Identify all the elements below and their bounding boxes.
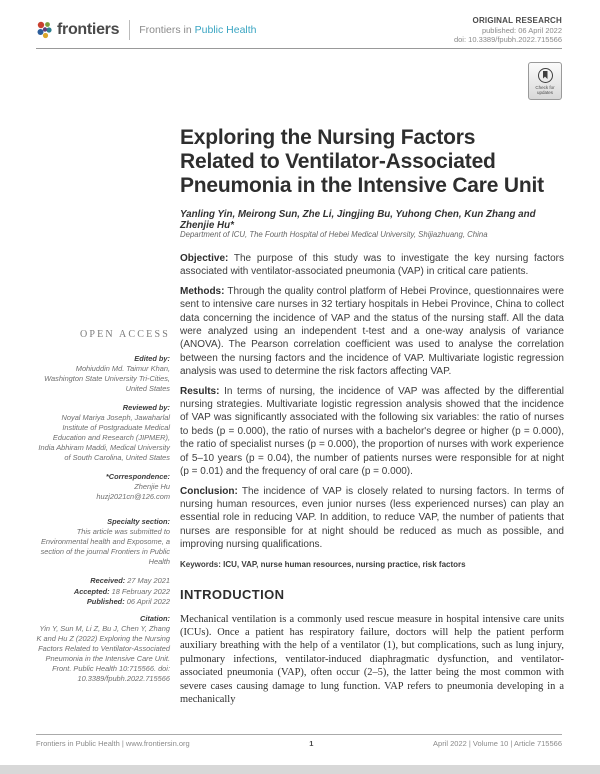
affiliation: Department of ICU, The Fourth Hospital of Hebei Medical University, Shijiazhuang, China — [180, 230, 488, 239]
edited-by-block — [36, 354, 170, 394]
published-date-side: 06 April 2022 — [124, 597, 170, 606]
edited-by-label: Edited by: — [134, 354, 170, 363]
abstract-objective — [180, 252, 564, 279]
published-label: Published: — [86, 597, 125, 606]
received-line — [36, 576, 170, 587]
main-column — [180, 252, 564, 706]
journal-prefix: Frontiers in — [139, 24, 195, 36]
footer-divider — [36, 734, 562, 735]
header-divider — [36, 48, 562, 49]
journal-title[interactable] — [139, 24, 256, 36]
title-line-2: Related to Ventilator-Associated — [180, 150, 496, 173]
accepted-date: 18 February 2022 — [109, 586, 170, 596]
reviewed-by-block — [36, 403, 170, 463]
accepted-line — [36, 587, 170, 598]
citation-block — [36, 614, 170, 684]
article-info-sidebar — [36, 329, 170, 693]
introduction-paragraph: Mechanical ventilation is a commonly used rescue measure in hospital intensive care units (ICUs). Once a patient has respiratory failure, doctors will help the patient perform auxiliary breathing with the help of a ventilator (1), but complications, such as lung injury, pulmonary infections, ventilator-induced diaphragmatic dysfunction, and ventilator-associated pneumonia (VAP), often occur (2–5), the latter being the most common with severe cases causing damage to lung function. VAP refers to pneumonia developing in a mechanically — [180, 613, 564, 705]
citation-label: Citation: — [140, 613, 170, 623]
title-line-3: Pneumonia in the Intensive Care Unit — [180, 174, 544, 197]
check-for-updates-label: Check for updates — [535, 84, 555, 95]
reviewed-by-text: Noyal Mariya Joseph, Jawaharlal Institute of Postgraduate Medical Education and Research (JIPMER), India Abhiram Maddi, Medical University of South Carolina, United States — [38, 413, 170, 462]
conclusion-text: The incidence of VAP is closely related to nursing factors. In terms of nursing human resources, even junior nurses (less experienced nurses) can play an essential role in reducing VAP. In addition, to reduce VAP, the number of patients that nurses are responsible for at night should be reduced as much as possible, and improving nursing qualifications. — [180, 485, 564, 551]
conclusion-label: Conclusion: — [180, 485, 238, 497]
methods-text: Through the quality control platform of Hebei Province, questionnaires were sent to intensive care nurses in 32 tertiary hospitals in Hebei Province, China to collect data concerning the incidence of VAP and the status of the nursing staff. All the data were analyzed using an independent t-test and a one-way analysis of variance (ANOVA). The Pearson correlation coefficient was used to analyse the correlation between the nursing factors and the incidence of VAP. Multivariate logistic regression analysis was used to determine the risk factors affecting VAP. — [180, 285, 564, 378]
author-list: Yanling Yin, Meirong Sun, Zhe Li, Jingjing Bu, Yuhong Chen, Kun Zhang and Zhenjie Hu* — [180, 209, 536, 231]
page-number: 1 — [309, 739, 314, 748]
brand-divider — [129, 20, 130, 40]
specialty-section-text: This article was submitted to Environmental health and Exposome, a section of the journal Frontiers in Public Health — [40, 527, 170, 566]
footer-journal: Frontiers in Public Health | www.frontiersin.org — [36, 739, 190, 748]
specialty-section-label: Specialty section: — [107, 517, 170, 526]
article-type-label: ORIGINAL RESEARCH — [472, 16, 562, 25]
doi-line: doi: 10.3389/fpubh.2022.715566 — [453, 35, 562, 44]
abstract-results — [180, 385, 564, 479]
reviewed-by-label: Reviewed by: — [122, 403, 170, 412]
results-label: Results: — [180, 385, 220, 397]
brand-name: frontiers — [57, 21, 120, 38]
published-line — [36, 597, 170, 608]
page-header — [36, 16, 562, 45]
edited-by-text: Mohiuddin Md. Taimur Khan, Washington State University Tri-Cities, United States — [44, 364, 170, 393]
article-title — [180, 126, 572, 198]
abstract-methods — [180, 285, 564, 379]
results-text: In terms of nursing, the incidence of VAP was affected by the differential nursing strategies. Multivariate logistic regression analysis showed that the incidence of VAP was significantly associated with the following six variables: the ratio of nurses to beds (p = 0.000), the ratio of nurses with a bachelor's degree or higher (p = 0.000), the ratio of specialist nurses (p = 0.000), the proportion of nurses with work experience of 5–10 years (p = 0.04), the number of patients nurses were responsible for at night (p = 0.01) and the frequency of oral care (p = 0.000). — [180, 385, 564, 478]
correspondence-name: Zhenjie Hu — [134, 482, 170, 491]
title-line-1: Exploring the Nursing Factors — [180, 126, 476, 149]
correspondence-label: *Correspondence: — [105, 472, 170, 481]
frontiers-brand[interactable] — [36, 20, 257, 40]
published-date: published: 06 April 2022 — [481, 25, 562, 35]
crossmark-icon — [538, 68, 553, 83]
introduction-heading: INTRODUCTION — [180, 586, 285, 602]
open-access-label: OPEN ACCESS — [79, 329, 170, 340]
objective-text: The purpose of this study was to investigate the key nursing factors associated with ventilator-associated pneumonia (VAP) in critical care patients. — [180, 253, 564, 278]
page-footer — [36, 739, 562, 748]
correspondence-block — [36, 472, 170, 502]
bookmark-icon — [543, 71, 548, 79]
objective-label: Objective: — [180, 253, 229, 264]
page-bottom-edge — [0, 765, 600, 774]
check-for-updates-badge[interactable] — [528, 62, 562, 100]
methods-label: Methods: — [180, 285, 225, 297]
journal-name: Public Health — [194, 24, 257, 36]
footer-issue: April 2022 | Volume 10 | Article 715566 — [433, 739, 562, 748]
abstract-conclusion — [180, 485, 564, 552]
received-date: 27 May 2021 — [125, 576, 170, 585]
keywords-line: Keywords: ICU, VAP, nurse human resources, nursing practice, risk factors — [180, 559, 466, 569]
header-meta — [454, 16, 562, 45]
correspondence-email[interactable]: huzj2021cn@126.com — [96, 492, 170, 501]
accepted-label: Accepted: — [73, 586, 110, 596]
frontiers-logo-icon — [36, 21, 52, 39]
specialty-section-block — [36, 517, 170, 567]
received-label: Received: — [90, 576, 126, 585]
citation-text: Yin Y, Sun M, Li Z, Bu J, Chen Y, Zhang K and Hu Z (2022) Exploring the Nursing Factors Related to Ventilator-Associated Pneumonia in the Intensive Care Unit. Front. Public Health 10:715566. doi: 10.3389/fpubh.2022.715566 — [36, 623, 170, 683]
